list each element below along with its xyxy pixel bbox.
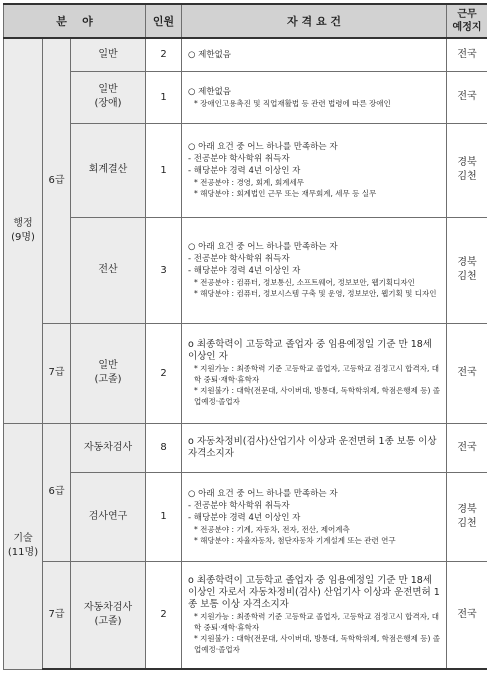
count-cell: 1 xyxy=(146,71,182,123)
field-cell: 전산 xyxy=(71,217,146,323)
header-count: 인원 xyxy=(146,4,182,38)
requirement-note: * 해당분야 : 회계법인 근무 또는 재무회계, 세무 등 실무 xyxy=(194,189,377,198)
header-row xyxy=(4,4,488,38)
location-cell: 전국 xyxy=(447,561,487,669)
location-cell: 전국 xyxy=(447,71,487,123)
header-field: 분 야 xyxy=(4,4,146,38)
grade-7-admin: 7급 xyxy=(43,323,71,423)
requirement-line: o 자동차정비(검사)산업기사 이상과 운전면허 1종 보통 이상 자격소지자 xyxy=(188,435,437,459)
table-row xyxy=(4,217,488,323)
count-cell: 1 xyxy=(146,472,182,561)
location-cell: 전국 xyxy=(447,38,487,71)
requirements-cell xyxy=(182,323,447,423)
requirement-line: - 해당분야 경력 4년 이상인 자 xyxy=(188,512,301,523)
requirement-line: - 전공분야 학사학위 취득자 xyxy=(188,254,290,264)
header-requirements: 자 격 요 건 xyxy=(182,4,447,38)
requirements-cell xyxy=(182,71,447,123)
requirement-note: * 장애인고용촉진 및 직업재활법 등 관련 법령에 따른 장애인 xyxy=(194,98,391,108)
location-cell: 경북 김천 xyxy=(447,472,487,561)
table-row xyxy=(4,323,488,423)
grade-6-admin: 6급 xyxy=(43,38,71,323)
grade-7-tech: 7급 xyxy=(43,561,71,669)
count-cell: 8 xyxy=(146,423,182,472)
requirements-cell xyxy=(182,38,447,71)
count-cell: 2 xyxy=(146,561,182,669)
recruitment-table xyxy=(3,3,487,670)
location-cell: 경북 김천 xyxy=(447,123,487,217)
table-row xyxy=(4,71,488,123)
table-row xyxy=(4,561,488,669)
requirement-line: - 해당분야 경력 4년 이상인 자 xyxy=(188,166,301,176)
field-cell: 자동차검사 xyxy=(71,423,146,472)
table-row xyxy=(4,472,488,561)
requirements-cell xyxy=(182,123,447,217)
requirement-line: ○ 제한없음 xyxy=(188,86,231,97)
requirement-line: - 해당분야 경력 4년 이상인 자 xyxy=(188,266,301,276)
requirement-line: ○ 제한없음 xyxy=(188,49,231,60)
requirement-note: * 지원불가 : 대학(전문대, 사이버대, 방통대, 독학학위제, 학점은행제 등) 졸업예정·졸업자 xyxy=(194,386,441,406)
requirement-line: o 최종학력이 고등학교 졸업자 중 임용예정일 기준 만 18세 이상인 자로서 자동차정비(검사) 산업기사 이상과 운전면허 1종 보통 이상 자격소지자 xyxy=(188,574,440,610)
category-tech: 기술 (11명) xyxy=(4,423,43,669)
header-location: 근무 예정지 xyxy=(447,4,487,38)
field-cell: 일반 (고졸) xyxy=(71,323,146,423)
field-cell: 회계결산 xyxy=(71,123,146,217)
requirement-line: ○ 아래 요건 중 어느 하나를 만족하는 자 xyxy=(188,488,338,499)
requirement-note: * 지원가능 : 최종학력 기준 고등학교 졸업자, 고등학교 검정고시 합격자, 대학 중퇴·재학·휴학자 xyxy=(194,611,440,632)
field-cell: 자동차검사 (고졸) xyxy=(71,561,146,669)
field-cell: 일반 (장애) xyxy=(71,71,146,123)
requirement-line: ○ 아래 요건 중 어느 하나를 만족하는 자 xyxy=(188,142,338,152)
table-row xyxy=(4,123,488,217)
field-cell: 검사연구 xyxy=(71,472,146,561)
requirement-note: * 지원불가 : 대학(전문대, 사이버대, 방통대, 독학학위제, 학점은행제 등) 졸업예정·졸업자 xyxy=(194,633,441,654)
requirements-cell xyxy=(182,561,447,669)
location-cell: 경북 김천 xyxy=(447,217,487,323)
category-admin: 행정 (9명) xyxy=(4,38,43,423)
table-row xyxy=(4,423,488,472)
requirement-note: * 전공분야 : 컴퓨터, 정보통신, 소프트웨어, 정보보안, 웹기획디자인 xyxy=(194,278,415,287)
requirements-cell xyxy=(182,217,447,323)
requirement-note: * 지원가능 : 최종학력 기준 고등학교 졸업자, 고등학교 검정고시 합격자, 대학 중퇴·재학·휴학자 xyxy=(194,364,440,384)
requirements-cell xyxy=(182,472,447,561)
count-cell: 1 xyxy=(146,123,182,217)
requirements-cell xyxy=(182,423,447,472)
requirement-note: * 전공분야 : 경영, 회계, 회계세무 xyxy=(194,178,304,187)
requirement-line: - 전공분야 학사학위 취득자 xyxy=(188,154,290,164)
requirement-note: * 전공분야 : 기계, 자동차, 전자, 전산, 제어계측 xyxy=(194,524,350,534)
field-cell: 일반 xyxy=(71,38,146,71)
location-cell: 전국 xyxy=(447,423,487,472)
count-cell: 3 xyxy=(146,217,182,323)
grade-6-tech: 6급 xyxy=(43,423,71,561)
count-cell: 2 xyxy=(146,323,182,423)
requirement-line: o 최종학력이 고등학교 졸업자 중 임용예정일 기준 만 18세 이상인 자 xyxy=(188,339,432,362)
requirement-line: ○ 아래 요건 중 어느 하나를 만족하는 자 xyxy=(188,242,338,252)
requirement-note: * 해당분야 : 자율자동차, 첨단자동차 기계설계 또는 관련 연구 xyxy=(194,535,396,545)
requirement-line: - 전공분야 학사학위 취득자 xyxy=(188,500,290,511)
count-cell: 2 xyxy=(146,38,182,71)
requirement-note: * 해당분야 : 컴퓨터, 정보시스템 구축 및 운영, 정보보안, 웹기획 및 디자인 xyxy=(194,289,437,298)
table-row xyxy=(4,38,488,71)
location-cell: 전국 xyxy=(447,323,487,423)
